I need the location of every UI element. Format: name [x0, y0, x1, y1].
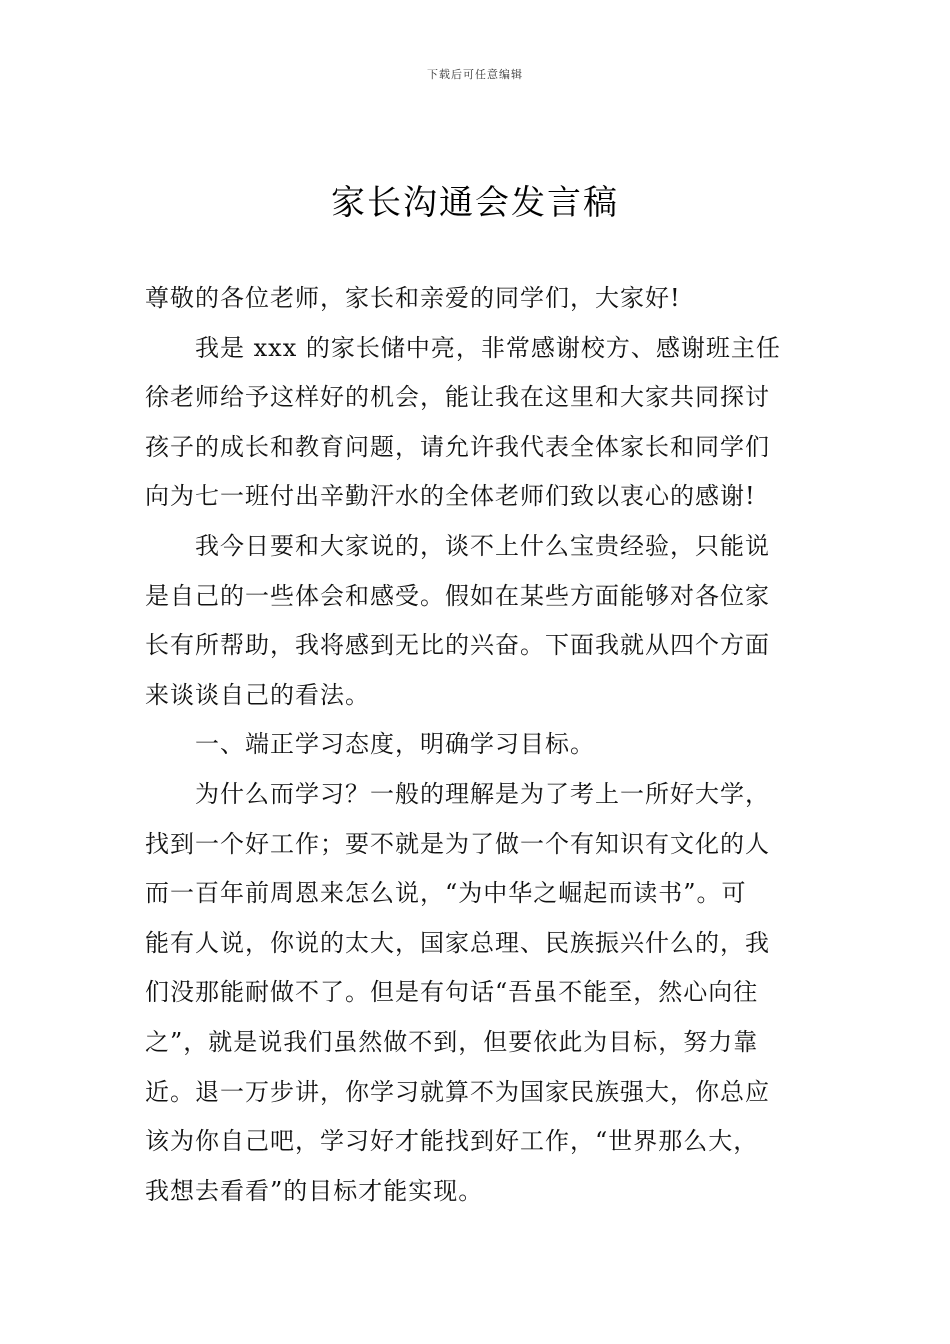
text-line: 尊敬的各位老师，家长和亲爱的同学们，大家好!: [145, 284, 681, 312]
text-line: 徐老师给予这样好的机会，能让我在这里和大家共同探讨: [145, 383, 770, 412]
text-line: 我今日要和大家说的，谈不上什么宝贵经验，只能说: [195, 531, 770, 560]
page-title: 家长沟通会发言稿: [331, 183, 619, 223]
text-line: 该为你自己吧，学习好才能找到好工作，“世界那么大，: [145, 1127, 759, 1156]
text-line: 孩子的成长和教育问题，请允许我代表全体家长和同学们: [145, 432, 770, 461]
text-line: 我是 xxx 的家长储中亮，非常感谢校方、感谢班主任: [195, 333, 781, 362]
text-line: 向为七一班付出辛勤汗水的全体老师们致以衷心的感谢!: [145, 482, 756, 511]
text-line: 一、端正学习态度，明确学习目标。: [195, 730, 595, 759]
text-line: 能有人说，你说的太大，国家总理、民族振兴什么的，我: [145, 928, 770, 957]
text-line: 长有所帮助，我将感到无比的兴奋。下面我就从四个方面: [145, 631, 770, 660]
header-note: 下载后可任意编辑: [427, 68, 523, 81]
text-line: 是自己的一些体会和感受。假如在某些方面能够对各位家: [145, 581, 770, 610]
text-line: 而一百年前周恩来怎么说，“为中华之崛起而读书”。可: [145, 879, 747, 908]
text-line: 来谈谈自己的看法。: [145, 680, 370, 709]
body-text: [145, 274, 807, 1216]
text-line: 们没那能耐做不了。但是有句话“吾虽不能至，然心向往: [145, 978, 759, 1007]
text-line: 找到一个好工作；要不就是为了做一个有知识有文化的人: [145, 829, 770, 858]
text-line: 近。退一万步讲，你学习就算不为国家民族强大，你总应: [145, 1077, 770, 1106]
text-line: 之”，就是说我们虽然做不到，但要依此为目标，努力靠: [145, 1027, 759, 1056]
text-line: 为什么而学习？一般的理解是为了考上一所好大学，: [195, 779, 770, 808]
text-line: 我想去看看”的目标才能实现。: [145, 1176, 484, 1205]
